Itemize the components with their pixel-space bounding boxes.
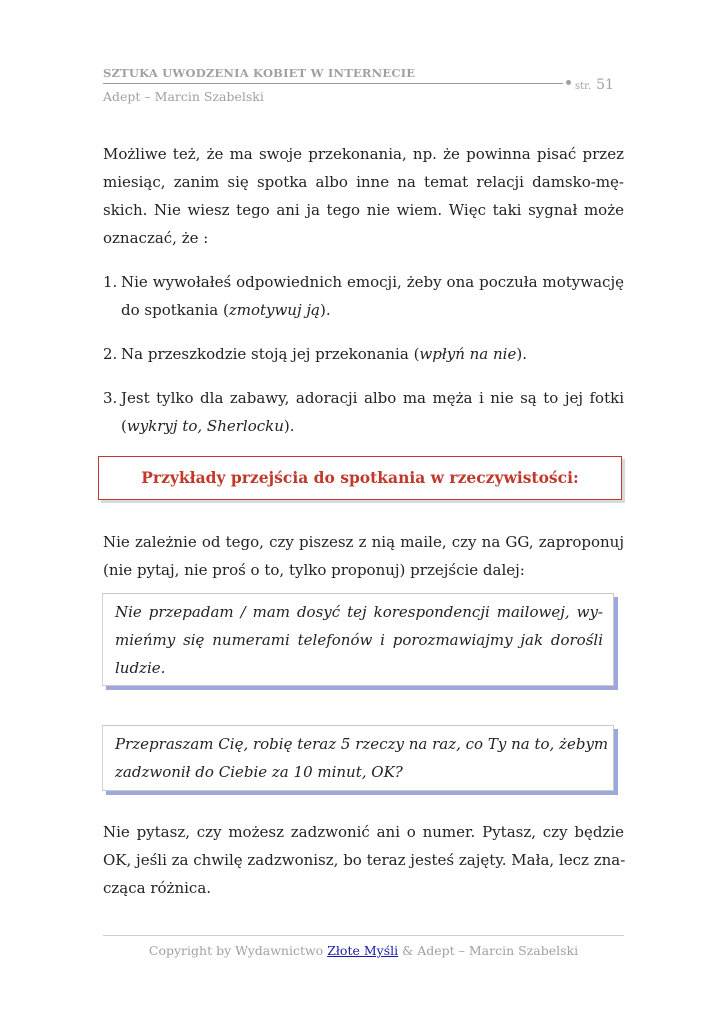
footer-prefix: Copyright by Wydawnictwo: [148, 943, 328, 958]
list-item-text: ).: [319, 301, 331, 319]
header-divider: [103, 83, 563, 84]
page-number-indicator: [566, 74, 614, 93]
quote-line: ludzie.: [115, 659, 166, 677]
example-heading-box: [98, 456, 622, 500]
quote-box: [102, 725, 614, 791]
footer-copyright: [103, 943, 624, 958]
list-number: 2.: [103, 345, 118, 363]
intro-line: Możliwe też, że ma swoje przekonania, np. że powinna pisać przez: [103, 145, 624, 163]
list-item-text: ).: [516, 345, 527, 363]
bullet-icon: [566, 80, 571, 85]
section-heading: Przykłady przejścia do spotkania w rzeczywistości:: [141, 468, 579, 487]
list-item-line: Nie wywołałeś odpowiednich emocji, żeby ona poczuła motywację: [121, 273, 624, 291]
list-item: [103, 384, 624, 440]
closing-line: Nie pytasz, czy możesz zadzwonić ani o numer. Pytasz, czy będzie: [103, 823, 624, 841]
list-item: [103, 340, 624, 368]
quote-line: zadzwonił do Ciebie za 10 minut, OK?: [115, 763, 403, 781]
intro-line: miesiąc, zanim się spotka albo inne na temat relacji damsko-mę-: [103, 173, 624, 191]
running-header-title: SZTUKA UWODZENIA KOBIET W INTERNECIE: [103, 66, 416, 80]
list-item-line: [121, 340, 624, 368]
closing-line: cząca różnica.: [103, 879, 212, 897]
list-item-line: [121, 296, 624, 324]
list-item-line: [121, 412, 624, 440]
list-item-line: Jest tylko dla zabawy, adoracji albo ma męża i nie są to jej fotki: [121, 389, 624, 407]
list-item-emphasis: wykryj to, Sherlocku: [126, 417, 284, 435]
footer-suffix: & Adept – Marcin Szabelski: [398, 943, 579, 958]
list-item-text: do spotkania (: [121, 301, 229, 319]
middle-paragraph: [103, 528, 624, 584]
closing-line: OK, jeśli za chwilę zadzwonisz, bo teraz jesteś zajęty. Mała, lecz zna-: [103, 851, 626, 869]
list-item-emphasis: wpłyń na nie: [419, 345, 517, 363]
list-item: [103, 268, 624, 324]
quote-line: Nie przepadam / mam dosyć tej korespondencji mailowej, wy-: [115, 603, 603, 621]
quote-box: [102, 593, 614, 686]
intro-line: oznaczać, że :: [103, 229, 209, 247]
quote-line: Przepraszam Cię, robię teraz 5 rzeczy na raz, co Ty na to, żebym: [115, 735, 609, 753]
list-number: 3.: [103, 389, 118, 407]
list-item-emphasis: zmotywuj ją: [228, 301, 320, 319]
list-item-text: (: [121, 417, 127, 435]
intro-line: skich. Nie wiesz tego ani ja tego nie wiem. Więc taki sygnał może: [103, 201, 624, 219]
middle-line: Nie zależnie od tego, czy piszesz z nią maile, czy na GG, zaproponuj: [103, 533, 624, 551]
list-number: 1.: [103, 273, 118, 291]
page-number: 51: [596, 77, 614, 93]
page-prefix: str.: [575, 81, 592, 92]
list-item-text: ).: [283, 417, 295, 435]
quote-line: mieńmy się numerami telefonów i porozmawiajmy jak dorośli: [115, 631, 603, 649]
publisher-link[interactable]: Złote Myśli: [327, 943, 399, 958]
closing-paragraph: [103, 818, 624, 902]
intro-paragraph: [103, 140, 624, 252]
middle-line: (nie pytaj, nie proś o to, tylko proponuj) przejście dalej:: [103, 561, 525, 579]
list-item-text: Na przeszkodzie stoją jej przekonania (: [121, 345, 420, 363]
running-header-author: Adept – Marcin Szabelski: [103, 89, 264, 104]
footer-divider: [103, 935, 624, 936]
